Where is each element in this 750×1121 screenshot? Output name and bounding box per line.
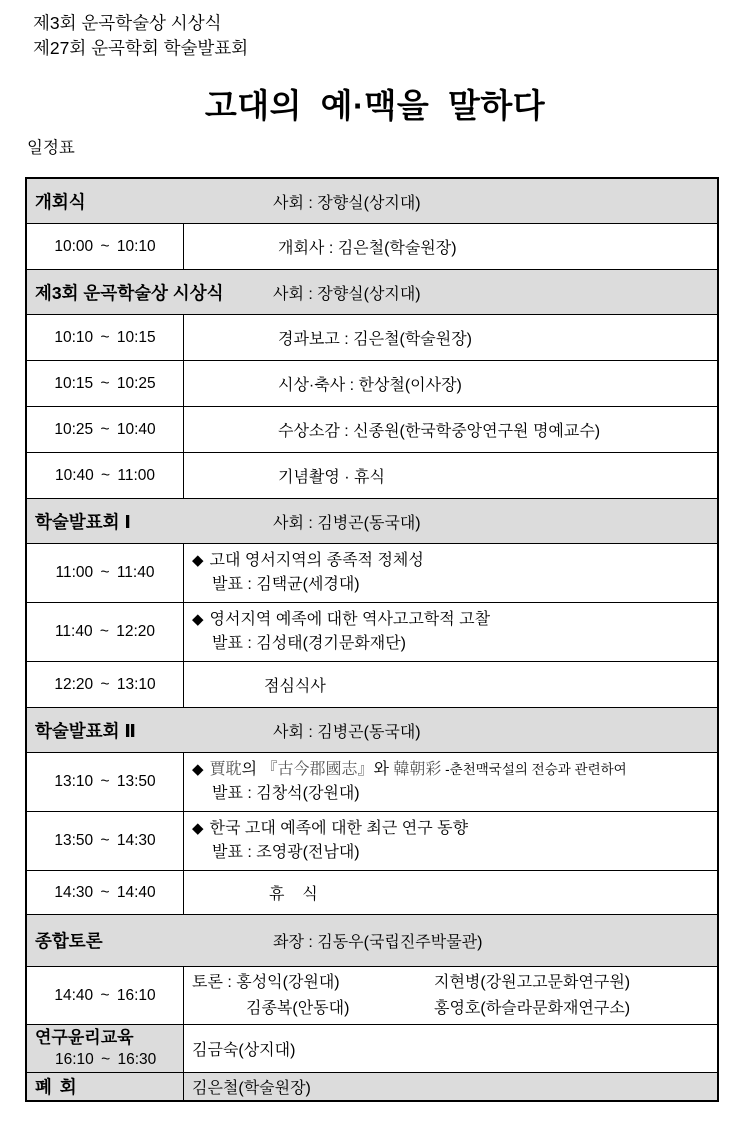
time-cell: 10:10 ~ 10:15 bbox=[27, 315, 184, 360]
time-cell: 10:15 ~ 10:25 bbox=[27, 361, 184, 406]
presentation-row bbox=[27, 753, 717, 812]
discussant-text: 토론 : 홍성익(강원대) bbox=[192, 973, 340, 991]
event-text: 개회사 : 김은철(학술원장) bbox=[278, 240, 457, 257]
discussion-row bbox=[27, 967, 717, 1025]
discussant-text: 홍영호(하슬라문화재연구소) bbox=[434, 999, 631, 1017]
presentation-title-hanja: 『古今郡國志』 bbox=[261, 761, 374, 778]
presentation-title: 의 bbox=[241, 761, 262, 778]
section-row-session2 bbox=[27, 708, 717, 753]
event-text: 수상소감 : 신종원(한국학중앙연구원 명예교수) bbox=[278, 423, 601, 440]
time-cell: 10:25 ~ 10:40 bbox=[27, 407, 184, 452]
table-row bbox=[27, 224, 717, 270]
presentation-title-hanja: 賈耽 bbox=[209, 761, 242, 778]
section-moderator: 사회 : 김병곤(동국대) bbox=[273, 723, 421, 741]
section-row-discussion bbox=[27, 915, 717, 967]
time-cell: 10:00 ~ 10:10 bbox=[27, 224, 184, 269]
presentation-title: 고대 영서지역의 종족적 정체성 bbox=[209, 552, 424, 569]
presenter-text: 발표 : 김성태(경기문화재단) bbox=[212, 635, 407, 652]
diamond-bullet-icon: ◆ bbox=[192, 820, 204, 837]
section-label: 제3회 운곡학술상 시상식 bbox=[35, 282, 224, 303]
closing-row bbox=[27, 1073, 717, 1100]
time-cell: 11:00 ~ 11:40 bbox=[27, 544, 184, 602]
presenter-text: 발표 : 김창석(강원대) bbox=[212, 785, 360, 802]
time-text: 16:10 ~ 16:30 bbox=[55, 1051, 157, 1068]
section-label: 학술발표회 Ⅱ bbox=[35, 720, 136, 741]
section-label: 연구윤리교육 bbox=[35, 1028, 134, 1047]
ethics-row bbox=[27, 1025, 717, 1073]
presentation-title-hanja: 韓朝彩 bbox=[393, 761, 442, 778]
table-row bbox=[27, 361, 717, 407]
section-row-opening bbox=[27, 179, 717, 224]
event-text: 경과보고 : 김은철(학술원장) bbox=[278, 331, 473, 348]
header-line-2: 제27회 운곡학회 학술발표회 bbox=[33, 38, 249, 58]
section-moderator: 사회 : 김병곤(동국대) bbox=[273, 514, 421, 532]
event-text: 김은철(학술원장) bbox=[192, 1080, 311, 1097]
discussant-text: 지현병(강원고고문화연구원) bbox=[434, 973, 631, 991]
presentation-title: 영서지역 예족에 대한 역사고고학적 고찰 bbox=[209, 611, 491, 628]
presentation-subtitle: -춘천맥국설의 전승과 관련하여 bbox=[441, 762, 627, 777]
time-cell: 13:50 ~ 14:30 bbox=[27, 812, 184, 870]
diamond-bullet-icon: ◆ bbox=[192, 552, 204, 569]
presentation-title: 와 bbox=[373, 761, 394, 778]
presentation-row bbox=[27, 544, 717, 603]
section-label: 학술발표회 Ⅰ bbox=[35, 511, 131, 532]
presentation-row bbox=[27, 603, 717, 662]
section-label: 종합토론 bbox=[35, 931, 103, 951]
schedule-table bbox=[25, 177, 719, 1102]
presentation-title: 한국 고대 예족에 대한 최근 연구 동향 bbox=[209, 820, 469, 837]
table-row bbox=[27, 315, 717, 361]
schedule-label: 일정표 bbox=[27, 139, 75, 157]
presentation-row bbox=[27, 812, 717, 871]
page-title: 고대의 예·맥을 말하다 bbox=[204, 87, 546, 124]
discussant-text: 김종복(안동대) bbox=[246, 999, 350, 1017]
time-cell: 14:40 ~ 16:10 bbox=[27, 967, 184, 1024]
header-line-1: 제3회 운곡학술상 시상식 bbox=[33, 13, 222, 33]
table-row bbox=[27, 662, 717, 708]
event-text: 기념촬영 · 휴식 bbox=[278, 469, 385, 486]
time-cell: 10:40 ~ 11:00 bbox=[27, 453, 184, 498]
table-row bbox=[27, 453, 717, 499]
event-text: 김금숙(상지대) bbox=[192, 1042, 296, 1059]
event-text: 시상·축사 : 한상철(이사장) bbox=[278, 377, 462, 394]
time-cell: 11:40 ~ 12:20 bbox=[27, 603, 184, 661]
section-moderator: 사회 : 장향실(상지대) bbox=[273, 194, 421, 212]
diamond-bullet-icon: ◆ bbox=[192, 761, 204, 778]
time-cell: 12:20 ~ 13:10 bbox=[27, 662, 184, 707]
section-label: 폐 회 bbox=[35, 1077, 77, 1097]
section-row-session1 bbox=[27, 499, 717, 544]
time-cell: 13:10 ~ 13:50 bbox=[27, 753, 184, 811]
presenter-text: 발표 : 조영광(전남대) bbox=[212, 844, 360, 861]
event-text: 점심식사 bbox=[264, 678, 326, 695]
table-row bbox=[27, 871, 717, 915]
section-label: 개회식 bbox=[35, 191, 86, 212]
section-moderator: 사회 : 장향실(상지대) bbox=[273, 285, 421, 303]
section-row-award bbox=[27, 270, 717, 315]
time-cell: 14:30 ~ 14:40 bbox=[27, 871, 184, 914]
presenter-text: 발표 : 김택균(세경대) bbox=[212, 576, 360, 593]
document-header bbox=[33, 11, 248, 61]
table-row bbox=[27, 407, 717, 453]
diamond-bullet-icon: ◆ bbox=[192, 611, 204, 628]
event-text: 휴 식 bbox=[269, 886, 318, 903]
section-moderator: 좌장 : 김동우(국립진주박물관) bbox=[273, 934, 483, 951]
